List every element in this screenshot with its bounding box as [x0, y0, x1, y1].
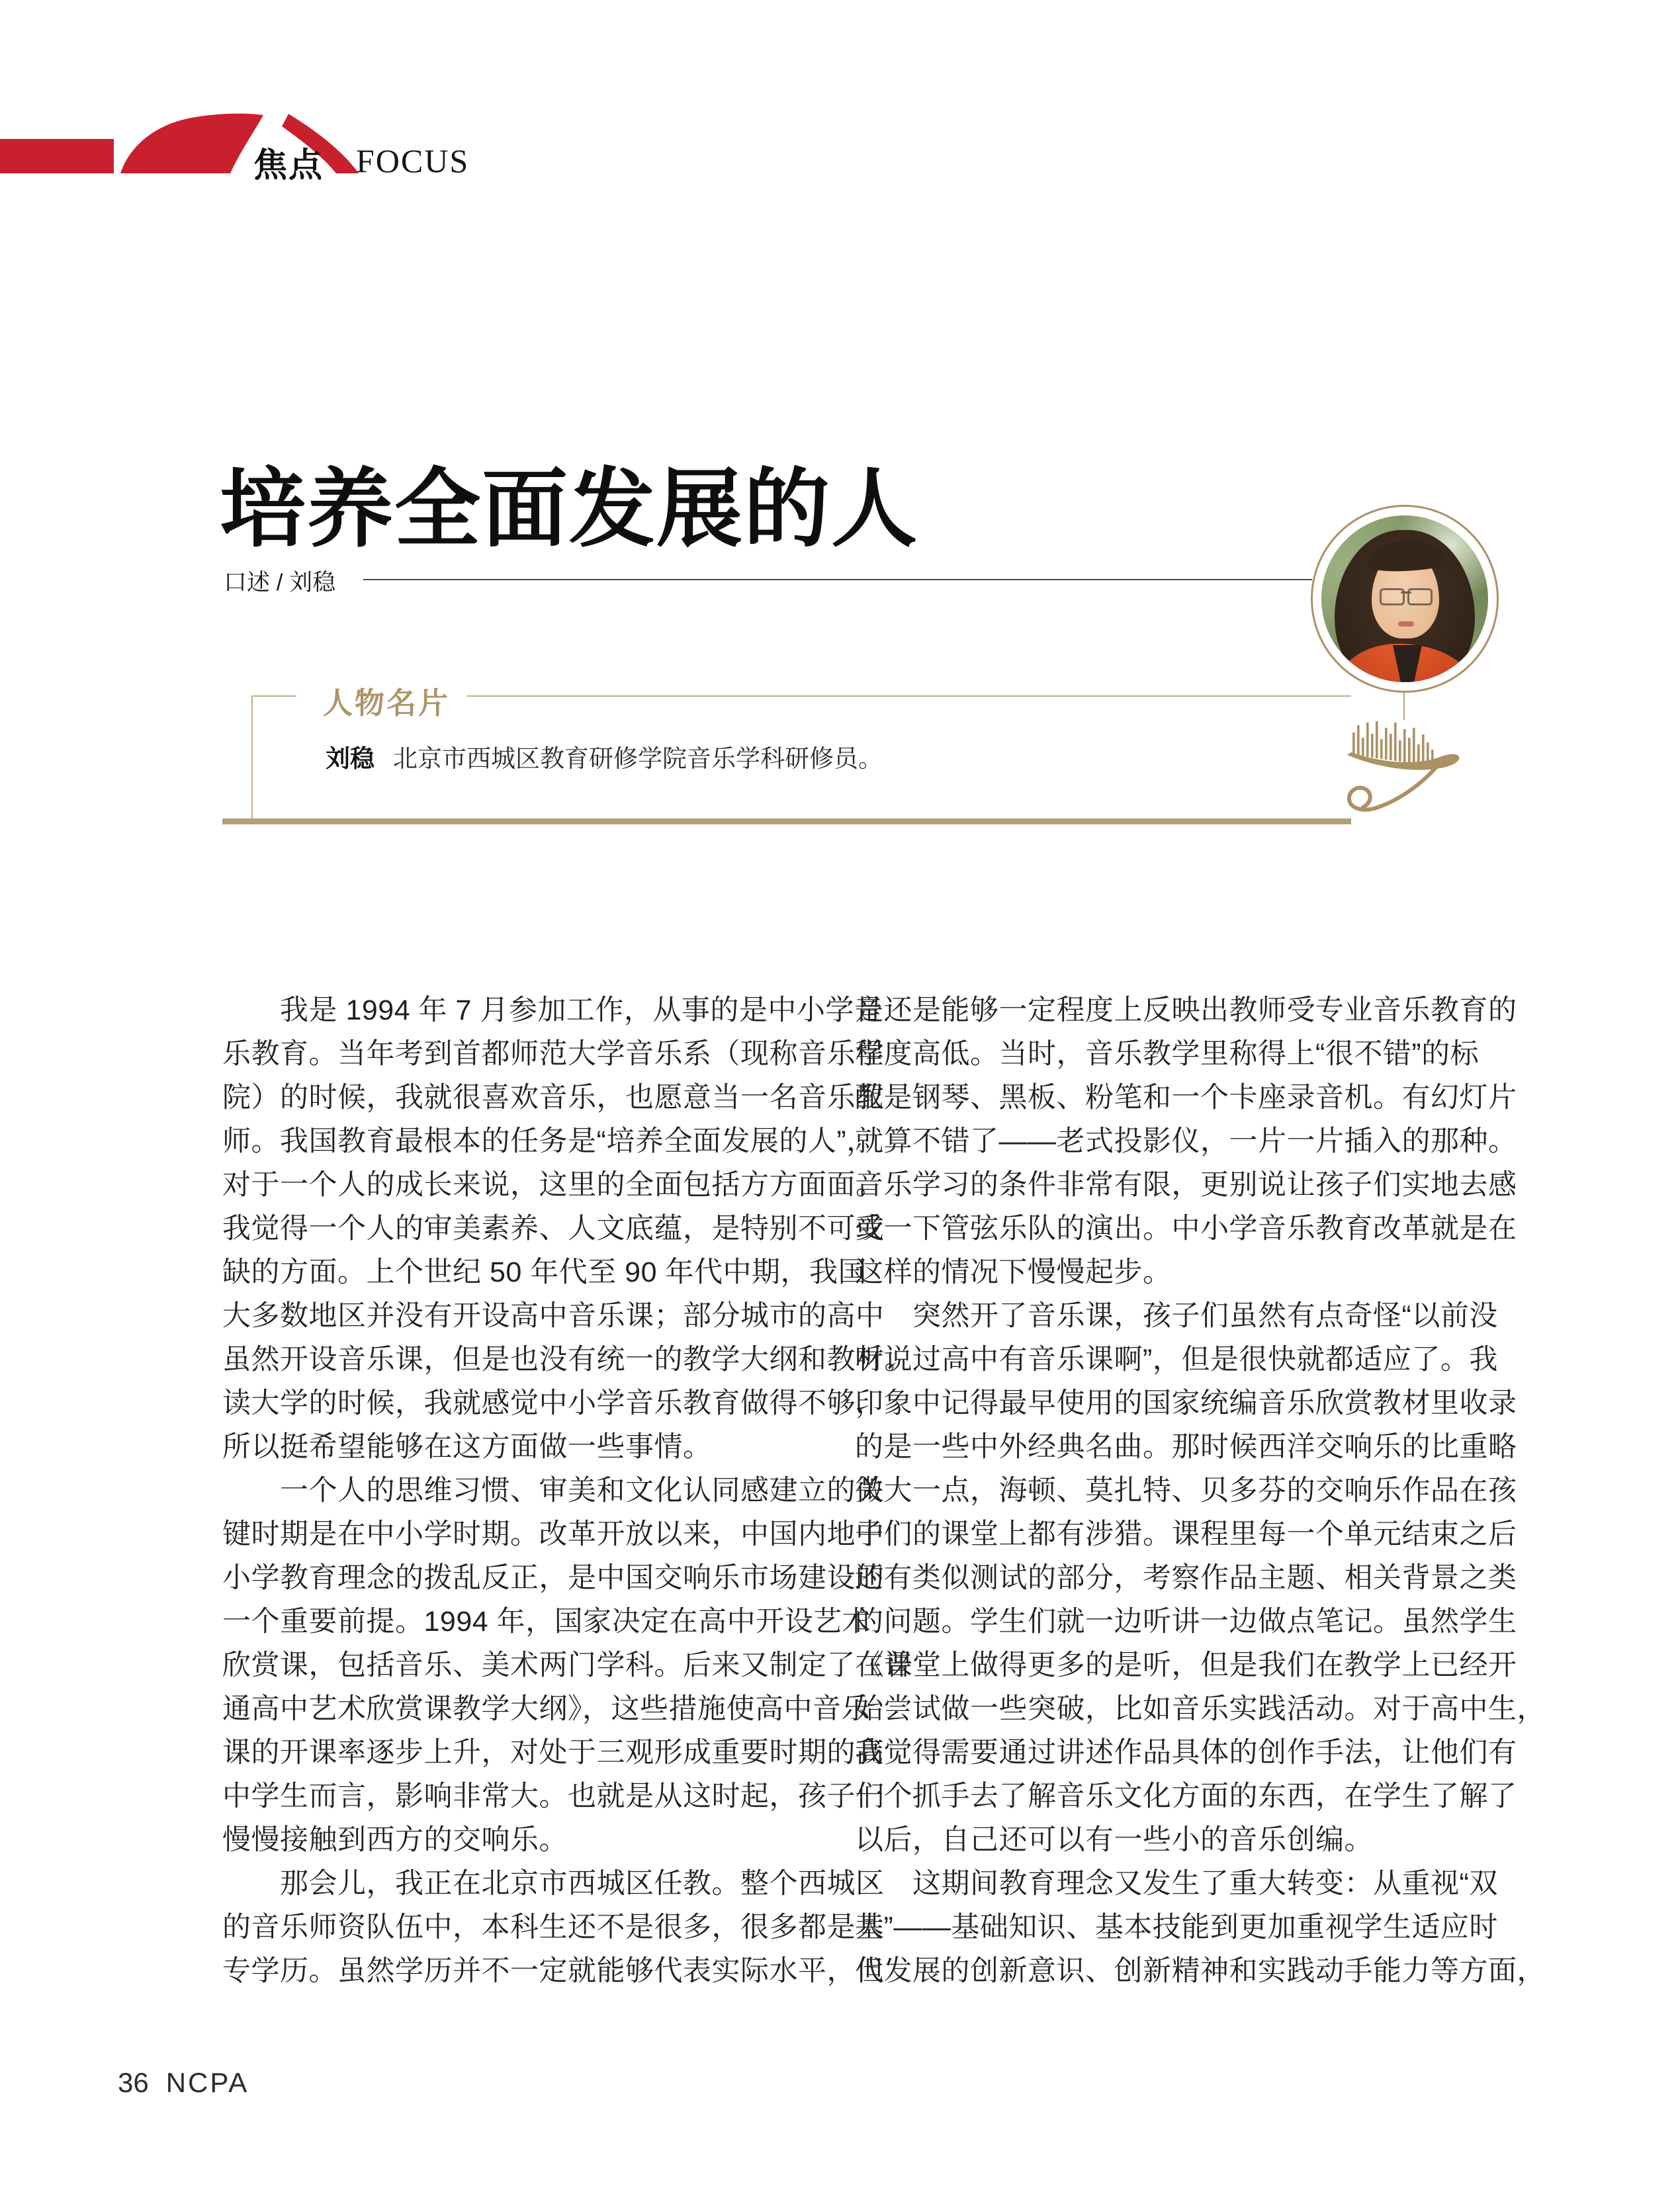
body-text-line: 是还是能够一定程度上反映出教师受专业音乐教育的 [855, 994, 1517, 1026]
body-text-line: 基”——基础知识、基本技能到更加重视学生适应时 [855, 1911, 1498, 1943]
portrait-lips [1398, 621, 1414, 627]
body-text-line: 的是一些中外经典名曲。那时候西洋交响乐的比重略 [855, 1431, 1517, 1463]
decoration-connector-line [1403, 692, 1405, 720]
card-rule-vertical [251, 695, 253, 821]
page-number: 36 [118, 2067, 149, 2098]
body-text-line: 这期间教育理念又发生了重大转变：从重视“双 [855, 1868, 1498, 1900]
body-text-line: 乐教育。当年考到首都师范大学音乐系（现称音乐学 [222, 1038, 885, 1070]
body-text-line: 微大一点，海顿、莫扎特、贝多芬的交响乐作品在孩 [855, 1475, 1517, 1507]
profile-card-heading: 人物名片 [323, 687, 451, 720]
body-text-line: 大多数地区并没有开设高中音乐课；部分城市的高中 [222, 1300, 885, 1332]
body-text-line: 配是钢琴、黑板、粉笔和一个卡座录音机。有幻灯片 [855, 1082, 1517, 1114]
body-text-line: 一个重要前提。1994 年，国家决定在高中开设艺术 [222, 1606, 871, 1638]
body-text-line: 通高中艺术欣赏课教学大纲》，这些措施使高中音乐 [222, 1693, 870, 1725]
body-text-line: 小学教育理念的拨乱反正，是中国交响乐市场建设的 [222, 1562, 885, 1594]
body-text-line: 对于一个人的成长来说，这里的全面包括方方面面。 [222, 1169, 885, 1201]
section-title-en: FOCUS [356, 142, 470, 179]
body-text-line: 就算不错了——老式投影仪，一片一片插入的那种。 [855, 1125, 1517, 1157]
body-text-line: 受一下管弦乐队的演出。中小学音乐教育改革就是在 [855, 1213, 1517, 1245]
body-column-left [222, 988, 913, 1993]
profile-card-person [326, 738, 883, 774]
body-text-line: 在课堂上做得更多的是听，但是我们在教学上已经开 [855, 1649, 1517, 1681]
body-text-line: 这样的情况下慢慢起步。 [855, 1256, 1172, 1288]
body-text-line: 程度高低。当时，音乐教学里称得上“很不错”的标 [855, 1038, 1480, 1070]
card-rule-left [251, 695, 296, 697]
portrait-photo [1321, 515, 1488, 682]
body-text-line: 慢慢接触到西方的交响乐。 [222, 1824, 568, 1856]
body-text-line: 听说过高中有音乐课啊”，但是很快就都适应了。我 [855, 1344, 1498, 1376]
body-text-line: 的问题。学生们就一边听讲一边做点笔记。虽然学生 [855, 1606, 1517, 1638]
page-footer [118, 2067, 249, 2099]
section-title-cn: 焦点 [253, 146, 324, 184]
ribbon-crescent [120, 114, 263, 173]
body-text-line: 一个抓手去了解音乐文化方面的东西，在学生了解了 [855, 1780, 1517, 1812]
body-text-line: 那会儿，我正在北京市西城区任教。整个西城区 [222, 1868, 885, 1900]
body-text-line: 一个人的思维习惯、审美和文化认同感建立的关 [222, 1475, 885, 1507]
body-text-line: 院）的时候，我就很喜欢音乐，也愿意当一名音乐教 [222, 1082, 885, 1114]
body-text-line: 缺的方面。上个世纪 50 年代至 90 年代中期，我国 [222, 1256, 867, 1288]
body-text-line: 我是 1994 年 7 月参加工作，从事的是中小学音 [222, 994, 883, 1026]
body-text-line: 始尝试做一些突破，比如音乐实践活动。对于高中生， [855, 1693, 1546, 1725]
body-text-line: 的音乐师资队伍中，本科生还不是很多，很多都是大 [222, 1911, 885, 1943]
body-text-line: 师。我国教育最根本的任务是“培养全面发展的人”， [222, 1125, 875, 1157]
body-text-line: 我觉得一个人的审美素养、人文底蕴，是特别不可或 [222, 1213, 885, 1245]
body-text-line: 键时期是在中小学时期。改革开放以来，中国内地中 [222, 1518, 885, 1550]
ribbon-bar [0, 139, 114, 173]
body-text-line: 代发展的创新意识、创新精神和实践动手能力等方面， [855, 1955, 1546, 1987]
portrait-ring [1311, 505, 1499, 693]
person-description: 北京市西城区教育研修学院音乐学科研修员。 [393, 745, 883, 772]
treble-clef-piano-keys-icon [1329, 718, 1468, 824]
journal-name: NCPA [165, 2067, 249, 2098]
byline: 口述 / 刘稳 [224, 570, 336, 595]
card-rule-right [467, 695, 1351, 697]
body-text-line: 印象中记得最早使用的国家统编音乐欣赏教材里收录 [855, 1387, 1517, 1419]
body-text-line: 以后，自己还可以有一些小的音乐创编。 [855, 1824, 1373, 1856]
article-title: 培养全面发展的人 [220, 462, 919, 558]
body-text-line: 课的开课率逐步上升，对处于三观形成重要时期的高 [222, 1737, 885, 1769]
body-text-line: 子们的课堂上都有涉猎。课程里每一个单元结束之后 [855, 1518, 1517, 1550]
body-text-line: 还有类似测试的部分，考察作品主题、相关背景之类 [855, 1562, 1517, 1594]
byline-rule [363, 579, 1312, 580]
body-text-line: 读大学的时候，我就感觉中小学音乐教育做得不够， [222, 1387, 885, 1419]
card-bottom-bar [222, 818, 1351, 824]
body-text-line: 音乐学习的条件非常有限，更别说让孩子们实地去感 [855, 1169, 1517, 1201]
glasses [1380, 588, 1433, 604]
person-name: 刘稳 [326, 745, 375, 772]
body-column-right [855, 988, 1546, 1993]
body-text-line: 专学历。虽然学历并不一定就能够代表实际水平，但 [222, 1955, 885, 1987]
body-text-line: 虽然开设音乐课，但是也没有统一的教学大纲和教材。 [222, 1344, 913, 1376]
body-text-line: 欣赏课，包括音乐、美术两门学科。后来又制定了《普 [222, 1649, 913, 1681]
body-text-line: 中学生而言，影响非常大。也就是从这时起，孩子们 [222, 1780, 885, 1812]
body-text-line: 突然开了音乐课，孩子们虽然有点奇怪“以前没 [855, 1300, 1498, 1332]
body-text-line: 我觉得需要通过讲述作品具体的创作手法，让他们有 [855, 1737, 1517, 1769]
body-text-line: 所以挺希望能够在这方面做一些事情。 [222, 1431, 712, 1463]
